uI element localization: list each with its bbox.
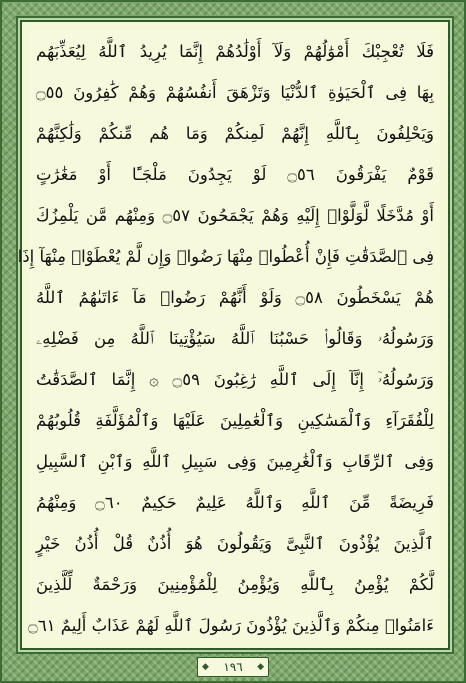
text-line: هُمْ يَسْخَطُونَ ۝٥٨ وَلَوْ أَنَّهُمْ رَضُوا۟ مَآ ءَاتَىٰهُمُ ٱللَّهُ bbox=[36, 288, 434, 307]
text-line: بِهَا فِى ٱلْحَيَوٰةِ ٱلدُّنْيَا وَتَزْهَقَ أَنفُسُهُمْ وَهُمْ كَٰفِرُونَ ۝٥٥ bbox=[36, 83, 434, 102]
text-line: ٱلَّذِينَ يُؤْذُونَ ٱلنَّبِىَّ وَيَقُولُونَ هُوَ أُذُنٌ قُلْ أُذُنُ خَيْرٍ bbox=[36, 534, 434, 553]
ornamental-border bbox=[17, 20, 450, 650]
text-line: فَرِيضَةً مِّنَ ٱللَّهِ وَٱللَّهُ عَلِيمٌ حَكِيمٌ ۝٦٠ وَمِنْهُمُ bbox=[36, 493, 434, 512]
text-line: فَلَا تُعْجِبْكَ أَمْوَٰلُهُمْ وَلَآ أَوْلَٰدُهُمْ إِنَّمَا يُرِيدُ ٱللَّهُ لِيُعَذِّبَهُم bbox=[36, 42, 434, 61]
text-line: فِى ٱلصَّدَقَٰتِ فَإِنْ أُعْطُوا۟ مِنْهَا رَضُوا۟ وَإِن لَّمْ يُعْطَوْا۟ مِنْهَآ إِذَا bbox=[17, 247, 434, 266]
text-line: أَوْ مُدَّخَلًا لَّوَلَّوْا۟ إِلَيْهِ وَهُمْ يَجْمَحُونَ ۝٥٧ وَمِنْهُم مَّن يَلْمِزُكَ bbox=[36, 206, 434, 225]
text-line: لِلْفُقَرَآءِ وَٱلْمَسَٰكِينِ وَٱلْعَٰمِلِينَ عَلَيْهَا وَٱلْمُؤَلَّفَةِ قُلُوبُهُمْ bbox=[36, 411, 434, 430]
text-line: لَّكُمْ يُؤْمِنُ بِٱللَّهِ وَيُؤْمِنُ لِلْمُؤْمِنِينَ وَرَحْمَةٌ لِّلَّذِينَ bbox=[36, 575, 434, 594]
text-line: قَوْمٌ يَفْرَقُونَ ۝٥٦ لَوْ يَجِدُونَ مَلْجَـًٔا أَوْ مَغَٰرَٰتٍ bbox=[36, 165, 434, 184]
text-line: وَرَسُولُهُۥٓ إِنَّآ إِلَى ٱللَّهِ رَٰغِبُونَ ۝٥٩ ۞ إِنَّمَا ٱلصَّدَقَٰتُ bbox=[36, 370, 434, 389]
text-line: وَرَسُولُهُۥ وَقَالُوا۟ حَسْبُنَا ٱللَّهُ سَيُؤْتِينَا ٱللَّهُ مِن فَضْلِهِۦ bbox=[36, 329, 434, 348]
text-line: وَفِى ٱلرِّقَابِ وَٱلْغَٰرِمِينَ وَفِى سَبِيلِ ٱللَّهِ وَٱبْنِ ٱلسَّبِيلِ bbox=[36, 452, 434, 471]
page-number: ◆ ١٩٦ ◆ bbox=[197, 657, 269, 677]
mushaf-page bbox=[17, 30, 440, 640]
text-line: ءَامَنُوا۟ مِنكُمْ وَٱلَّذِينَ يُؤْذُونَ رَسُولَ ٱللَّهِ لَهُمْ عَذَابٌ أَلِيمٌ ۝٦١ bbox=[28, 616, 434, 635]
text-line: وَيَحْلِفُونَ بِٱللَّهِ إِنَّهُمْ لَمِنكُمْ وَمَا هُم مِّنكُمْ وَلَٰكِنَّهُمْ bbox=[36, 124, 434, 143]
